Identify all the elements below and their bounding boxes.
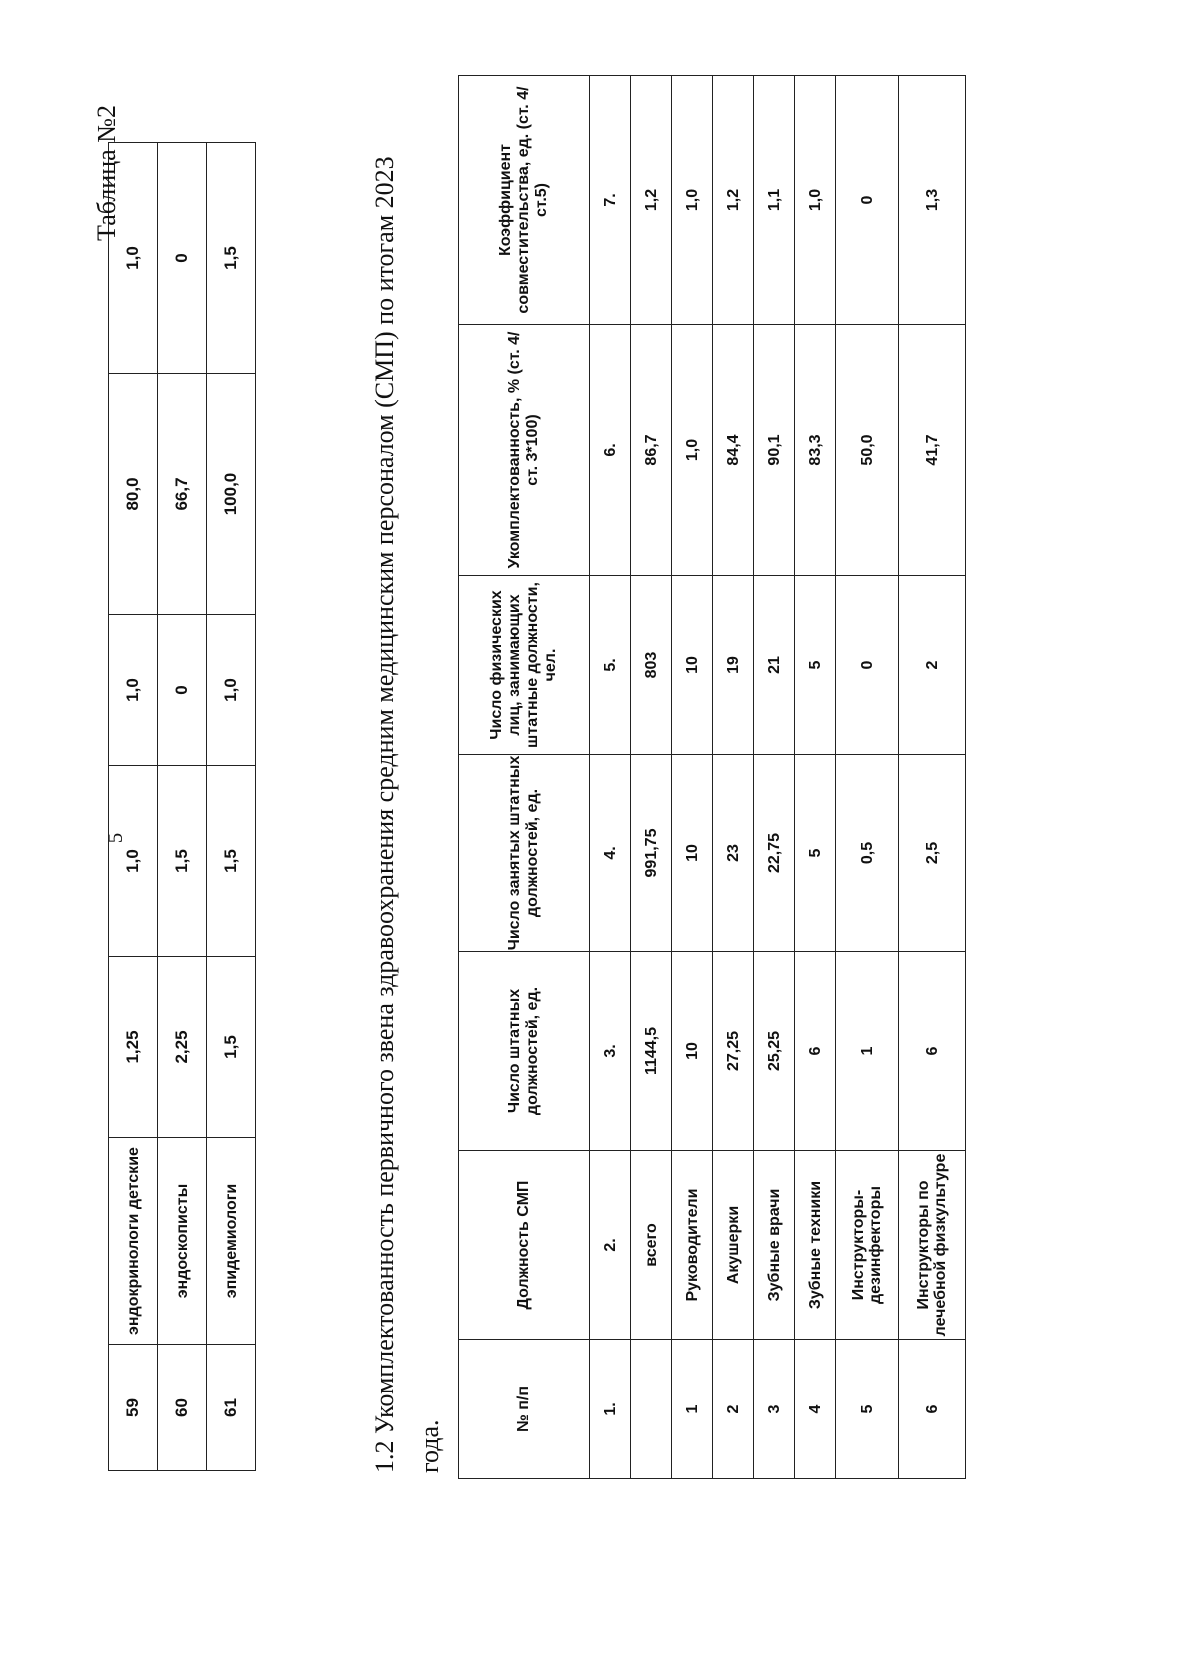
cell-c3: 6 — [899, 952, 966, 1151]
cell-v2: 1,0 — [109, 766, 158, 957]
cell-c6: 83,3 — [795, 325, 836, 576]
cell-num — [631, 1340, 672, 1479]
cell-c7: 1,2 — [631, 76, 672, 325]
table-row — [207, 143, 256, 1471]
cell-v4: 66,7 — [158, 374, 207, 615]
cell-name: Зубные врачи — [754, 1151, 795, 1340]
cell-name: Инструкторы по лечебной физкультуре — [899, 1151, 966, 1340]
cell-c6: 84,4 — [713, 325, 754, 576]
cell-v5: 1,0 — [109, 143, 158, 374]
cell-c3: 10 — [672, 952, 713, 1151]
cell-c4: 23 — [713, 755, 754, 952]
cell-c6: 90,1 — [754, 325, 795, 576]
cell-c5: 5 — [795, 576, 836, 755]
table-row — [754, 76, 795, 1479]
header-row — [459, 76, 590, 1479]
col-number: 4. — [590, 755, 631, 952]
cell-c6: 41,7 — [899, 325, 966, 576]
table-label: Таблица №2 — [92, 104, 121, 241]
cell-num: 4 — [795, 1340, 836, 1479]
cell-c6: 50,0 — [836, 325, 899, 576]
cell-num: 61 — [207, 1345, 256, 1471]
cell-c5: 0 — [836, 576, 899, 755]
cell-c5: 803 — [631, 576, 672, 755]
table-row — [795, 76, 836, 1479]
cell-name: всего — [631, 1151, 672, 1340]
table-row — [158, 143, 207, 1471]
cell-c3: 1144,5 — [631, 952, 672, 1151]
cell-c6: 86,7 — [631, 325, 672, 576]
cell-c6: 1,0 — [672, 325, 713, 576]
cell-c7: 1,0 — [672, 76, 713, 325]
cell-c4: 10 — [672, 755, 713, 952]
cell-v4: 100,0 — [207, 374, 256, 615]
cell-c3: 1 — [836, 952, 899, 1151]
cell-name: Зубные техники — [795, 1151, 836, 1340]
cell-v4: 80,0 — [109, 374, 158, 615]
table-row — [713, 76, 754, 1479]
cell-c5: 2 — [899, 576, 966, 755]
table-row — [899, 76, 966, 1479]
header-physical-persons: Число физических лиц, занимающих штатные должности, чел. — [459, 576, 590, 755]
cell-c3: 27,25 — [713, 952, 754, 1151]
header-num: № п/п — [459, 1340, 590, 1479]
header-staff-positions: Число штатных должностей, ед. — [459, 952, 590, 1151]
table-caption-line1: 1.2 Укомплектованность первичного звена здравоохранения средним медицинским персоналом (СМП) по итогам 2023 — [370, 156, 399, 1473]
col-number: 2. — [590, 1151, 631, 1340]
cell-v1: 1,5 — [207, 957, 256, 1138]
cell-num: 6 — [899, 1340, 966, 1479]
continuation-table — [108, 142, 256, 1471]
cell-c4: 0,5 — [836, 755, 899, 952]
cell-name: эпидемиологи — [207, 1138, 256, 1345]
cell-num: 1 — [672, 1340, 713, 1479]
col-number: 7. — [590, 76, 631, 325]
col-number: 3. — [590, 952, 631, 1151]
header-staffing-rate: Укомплектованность, % (ст. 4/ст. 3*100) — [459, 325, 590, 576]
table-caption-line2: года. — [415, 1419, 444, 1473]
header-position: Должность СМП — [459, 1151, 590, 1340]
col-number: 6. — [590, 325, 631, 576]
staffing-table — [458, 75, 966, 1479]
page-number: 5 — [103, 832, 127, 844]
cell-v5: 1,5 — [207, 143, 256, 374]
col-number: 1. — [590, 1340, 631, 1479]
cell-v3: 1,0 — [109, 615, 158, 766]
col-number: 5. — [590, 576, 631, 755]
cell-name: Руководители — [672, 1151, 713, 1340]
cell-name: Акушерки — [713, 1151, 754, 1340]
cell-name: эндоскописты — [158, 1138, 207, 1345]
cell-c3: 25,25 — [754, 952, 795, 1151]
cell-v2: 1,5 — [158, 766, 207, 957]
cell-c7: 1,1 — [754, 76, 795, 325]
cell-c3: 6 — [795, 952, 836, 1151]
table-row — [109, 143, 158, 1471]
cell-v1: 2,25 — [158, 957, 207, 1138]
cell-c4: 991,75 — [631, 755, 672, 952]
header-occupied-positions: Число занятых штатных должностей, ед. — [459, 755, 590, 952]
cell-c5: 21 — [754, 576, 795, 755]
cell-num: 59 — [109, 1345, 158, 1471]
cell-v1: 1,25 — [109, 957, 158, 1138]
cell-c7: 0 — [836, 76, 899, 325]
header-combination-coef: Коэффициент совместительства, ед. (ст. 4/ст.5) — [459, 76, 590, 325]
cell-name: Инструкторы-дезинфекторы — [836, 1151, 899, 1340]
cell-c7: 1,0 — [795, 76, 836, 325]
table-row — [836, 76, 899, 1479]
cell-num: 3 — [754, 1340, 795, 1479]
column-number-row — [590, 76, 631, 1479]
cell-v5: 0 — [158, 143, 207, 374]
cell-v3: 0 — [158, 615, 207, 766]
cell-num: 5 — [836, 1340, 899, 1479]
cell-v3: 1,0 — [207, 615, 256, 766]
cell-c4: 22,75 — [754, 755, 795, 952]
cell-num: 2 — [713, 1340, 754, 1479]
cell-c4: 5 — [795, 755, 836, 952]
cell-c7: 1,2 — [713, 76, 754, 325]
cell-c5: 10 — [672, 576, 713, 755]
cell-num: 60 — [158, 1345, 207, 1471]
cell-name: эндокринологи детские — [109, 1138, 158, 1345]
cell-v2: 1,5 — [207, 766, 256, 957]
cell-c5: 19 — [713, 576, 754, 755]
cell-c4: 2,5 — [899, 755, 966, 952]
cell-c7: 1,3 — [899, 76, 966, 325]
table-row — [672, 76, 713, 1479]
table-row — [631, 76, 672, 1479]
